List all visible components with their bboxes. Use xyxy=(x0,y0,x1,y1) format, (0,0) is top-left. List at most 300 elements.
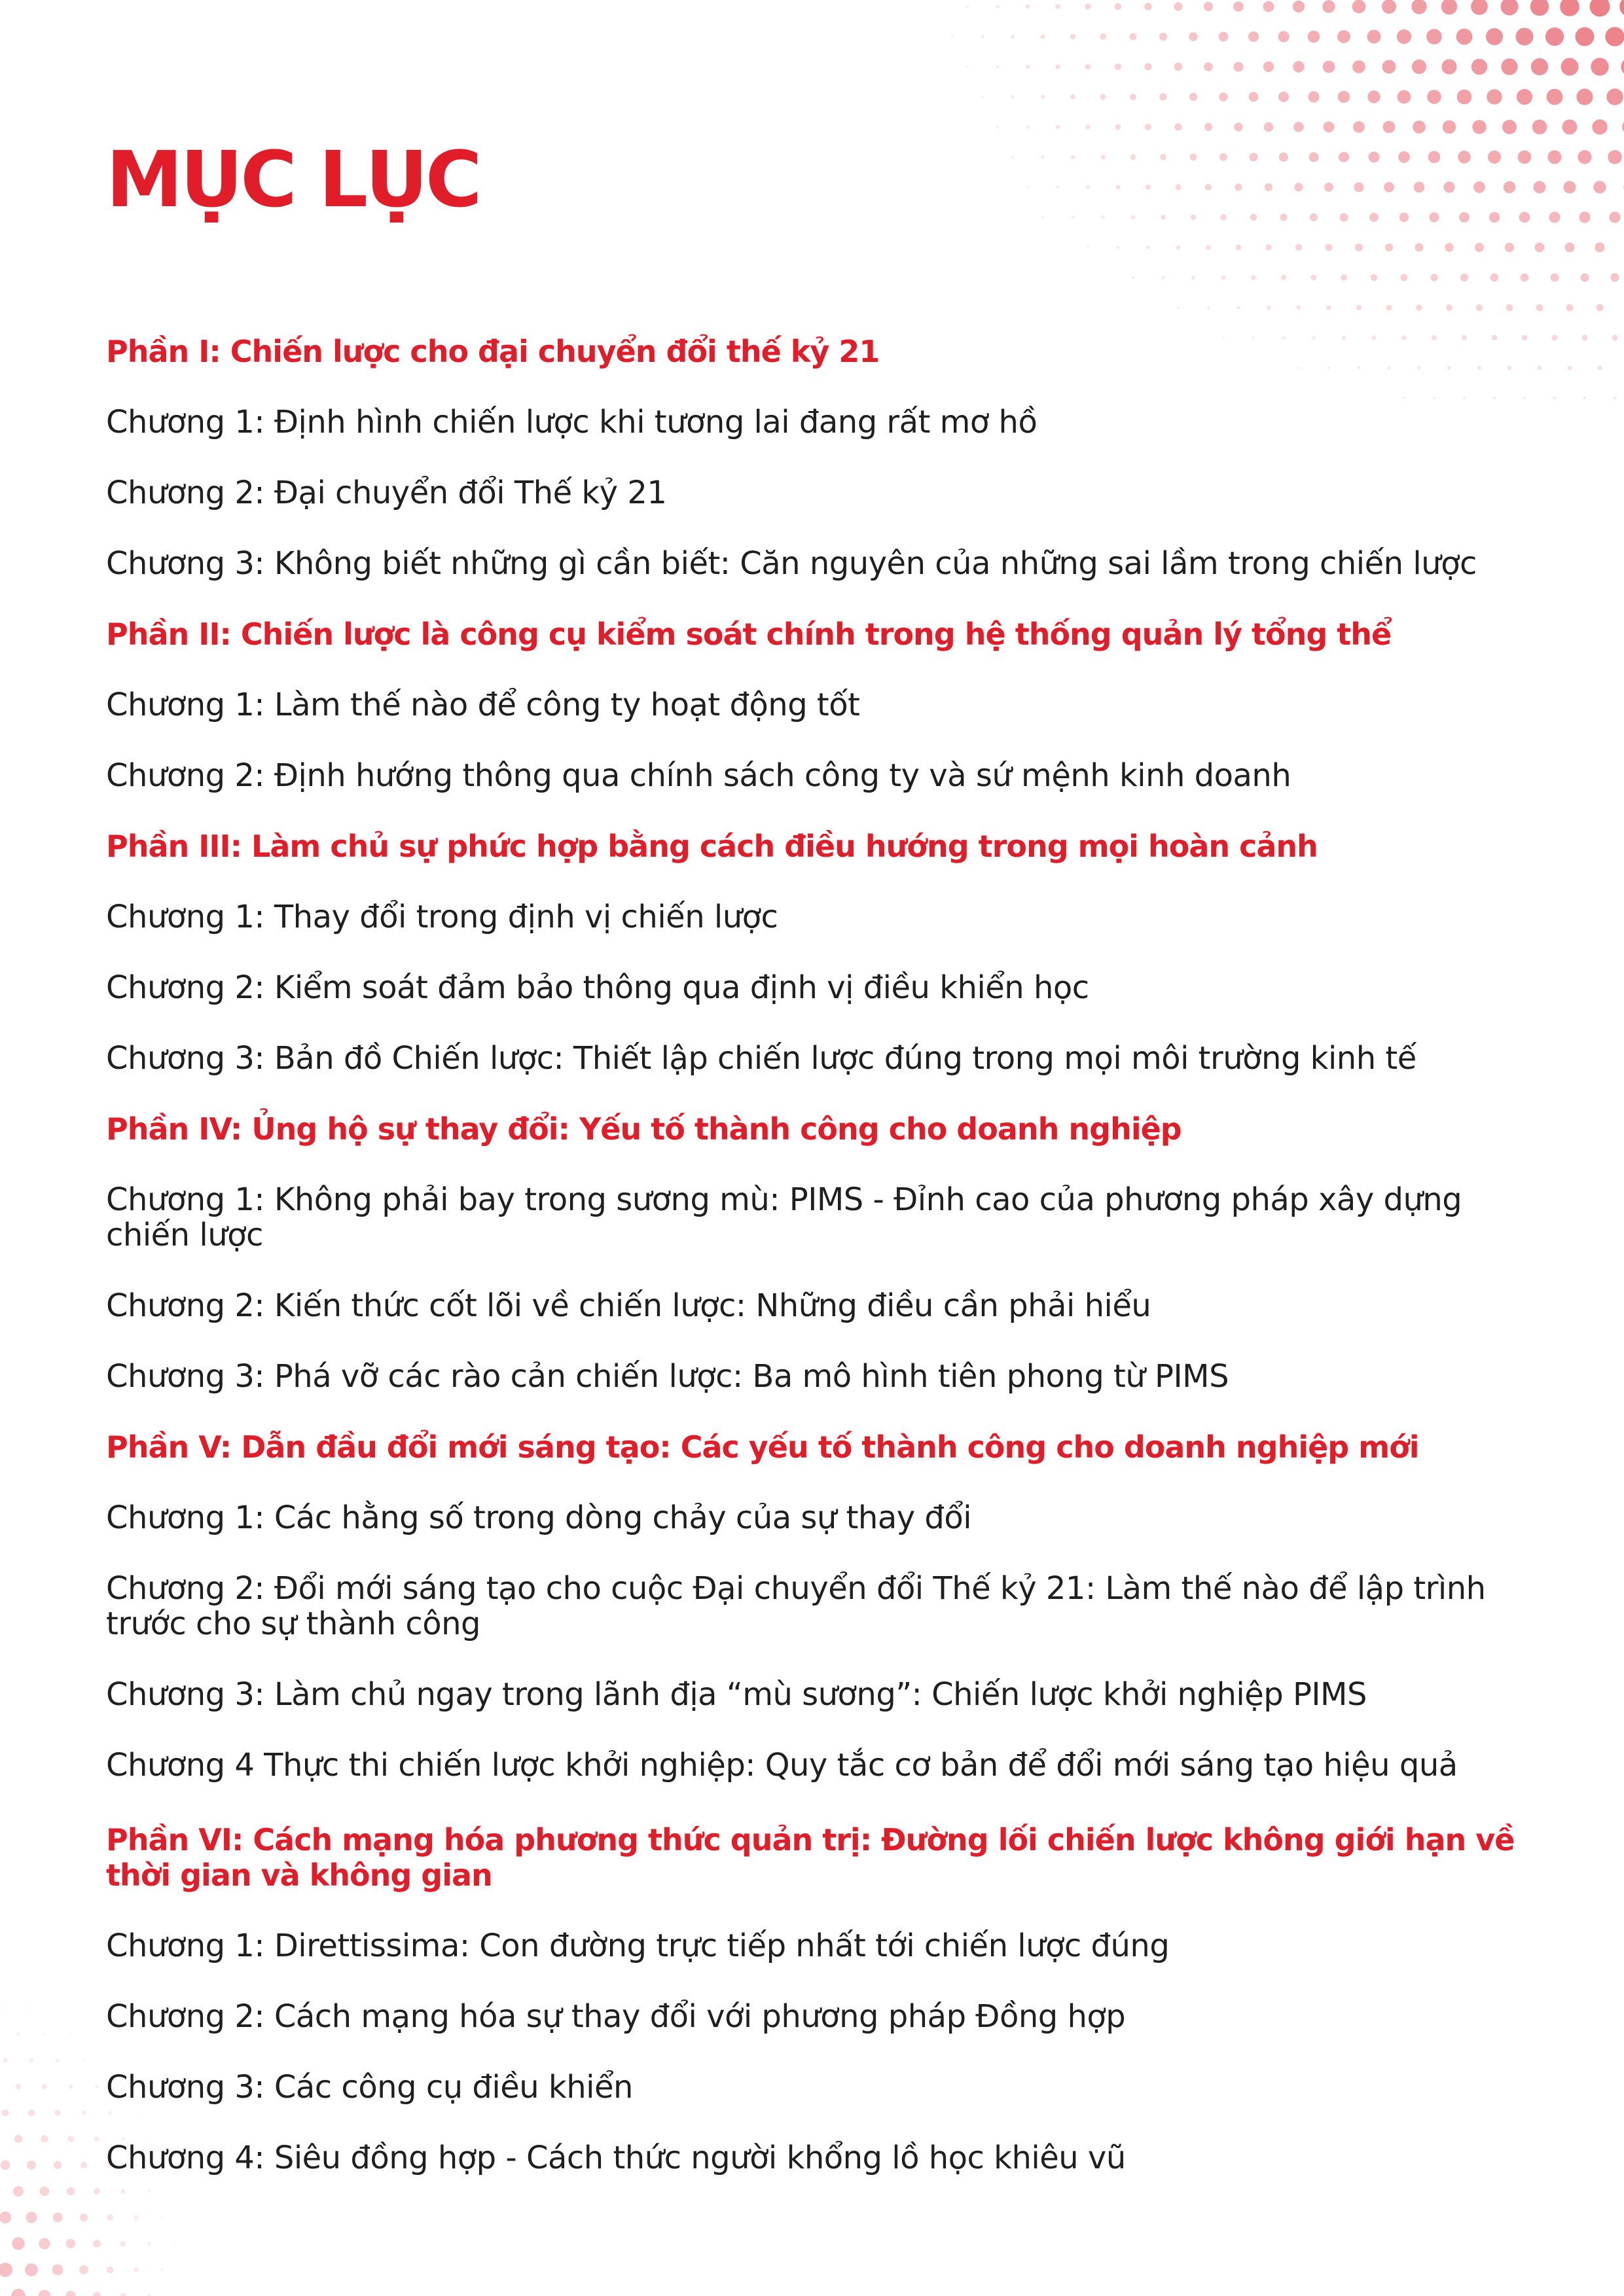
decorative-dot xyxy=(1278,92,1289,102)
decorative-dot xyxy=(148,2190,151,2193)
decorative-dot xyxy=(1293,122,1304,132)
decorative-dot xyxy=(1056,125,1060,129)
decorative-dot xyxy=(1610,273,1619,281)
decorative-dot xyxy=(1324,183,1333,192)
decorative-dot xyxy=(1516,28,1534,46)
decorative-dot xyxy=(1251,275,1255,279)
decorative-dot xyxy=(1398,90,1411,104)
decorative-dot xyxy=(1159,93,1166,100)
decorative-dot xyxy=(1175,184,1181,190)
decorative-dot xyxy=(1506,304,1513,312)
decorative-dot xyxy=(1353,121,1365,133)
decorative-dot xyxy=(951,35,953,37)
decorative-dot xyxy=(55,2110,61,2116)
decorative-dot xyxy=(1250,153,1258,162)
decorative-dot xyxy=(1576,27,1595,46)
decorative-dot xyxy=(1593,181,1606,193)
toc-entry-line: Chương 1: Định hình chiến lược khi tương lai đang rất mơ hồ xyxy=(106,404,1038,440)
decorative-dot xyxy=(67,2187,75,2196)
decorative-dot xyxy=(14,2135,22,2143)
decorative-dot xyxy=(1583,397,1587,400)
decorative-dot xyxy=(1189,93,1197,101)
decorative-dot xyxy=(1619,0,1624,17)
decorative-dot xyxy=(107,2214,113,2221)
toc-part-heading xyxy=(106,1822,1546,1893)
decorative-dot xyxy=(1493,397,1496,399)
decorative-dot xyxy=(1174,123,1182,130)
decorative-dot xyxy=(42,2084,47,2089)
toc-entry-line: Phần I: Chiến lược cho đại chuyển đổi thế kỷ 21 xyxy=(106,334,880,369)
decorative-dot xyxy=(996,126,999,128)
toc-chapter-item xyxy=(106,1041,1546,1076)
toc-chapter-item xyxy=(106,1359,1546,1394)
decorative-dot xyxy=(1295,244,1302,251)
toc-part-heading xyxy=(106,334,1546,369)
decorative-dot xyxy=(1162,276,1165,279)
decorative-dot xyxy=(1458,151,1470,163)
toc-entry-line: Phần II: Chiến lược là công cụ kiểm soát chính trong hệ thống quản lý tổng thể xyxy=(106,617,1392,652)
decorative-dot xyxy=(1235,183,1242,190)
decorative-dot xyxy=(1174,63,1182,71)
decorative-dot xyxy=(1578,150,1591,164)
decorative-dot xyxy=(1248,31,1259,42)
decorative-dot xyxy=(1323,61,1335,73)
decorative-dot xyxy=(1236,245,1241,250)
decorative-dot xyxy=(108,2111,111,2114)
decorative-dot xyxy=(1565,243,1575,253)
decorative-dot xyxy=(1117,246,1120,249)
toc-chapter-item xyxy=(106,1571,1546,1641)
decorative-dot xyxy=(120,2189,125,2193)
decorative-dot xyxy=(1071,155,1075,159)
toc-chapter-item xyxy=(106,404,1546,440)
decorative-dot xyxy=(1517,89,1532,105)
decorative-dot xyxy=(81,2162,87,2168)
decorative-dot xyxy=(39,2290,51,2296)
toc-entry-line: Chương 2: Đại chuyển đổi Thế kỷ 21 xyxy=(106,475,667,511)
decorative-dot xyxy=(1250,214,1257,221)
decorative-dot xyxy=(120,2241,126,2247)
toc-entry-line: Chương 4: Siêu đồng hợp - Cách thức người khổng lồ học khiêu vũ xyxy=(106,2140,1126,2176)
decorative-dot xyxy=(1085,3,1091,9)
decorative-dot xyxy=(1177,306,1180,309)
decorative-dot xyxy=(1621,58,1624,75)
decorative-dot xyxy=(1579,211,1590,223)
decorative-dot xyxy=(1219,153,1227,161)
decorative-dot xyxy=(1026,186,1029,188)
decorative-dot xyxy=(1488,151,1501,164)
decorative-dot xyxy=(1204,123,1212,131)
decorative-dot xyxy=(1534,181,1546,194)
decorative-dot xyxy=(94,2136,99,2142)
decorative-dot xyxy=(996,65,1000,69)
decorative-dot xyxy=(1311,275,1317,281)
decorative-dot xyxy=(1412,60,1426,74)
decorative-dot xyxy=(1160,154,1166,160)
toc-entry-line-continued: trước cho sự thành công xyxy=(106,1605,481,1642)
toc-entry-line: Chương 1: Làm thế nào để công ty hoạt động tốt xyxy=(106,687,860,723)
decorative-dot xyxy=(1041,216,1043,218)
decorative-dot xyxy=(1535,243,1545,253)
decorative-dot xyxy=(1326,244,1333,251)
decorative-dot xyxy=(1206,245,1211,250)
decorative-dot xyxy=(1490,274,1498,281)
decorative-dot xyxy=(1606,88,1623,105)
decorative-dot xyxy=(1614,397,1617,400)
decorative-dot xyxy=(1385,243,1393,251)
decorative-dot xyxy=(1338,91,1350,103)
toc-entry-line: Chương 3: Bản đồ Chiến lược: Thiết lập chiến lược đúng trong mọi môi trường kinh tế xyxy=(106,1040,1416,1077)
toc-entry-line: Chương 2: Kiểm soát đảm bảo thông qua định vị điều khiển học xyxy=(106,969,1089,1006)
decorative-dot xyxy=(1590,0,1610,16)
decorative-dot xyxy=(1501,0,1519,16)
decorative-dot xyxy=(0,2263,12,2277)
toc-chapter-item xyxy=(106,2070,1546,2105)
decorative-dot xyxy=(1161,215,1165,219)
decorative-dot xyxy=(1609,211,1620,223)
decorative-dot xyxy=(1234,62,1244,72)
decorative-dot xyxy=(1100,94,1106,100)
decorative-dot xyxy=(1371,274,1377,281)
toc-entry-line-continued: chiến lược xyxy=(106,1217,263,1253)
decorative-dot xyxy=(16,2084,22,2090)
decorative-dot xyxy=(147,2242,151,2246)
decorative-dot xyxy=(1130,33,1137,41)
toc-entry-line: Chương 3: Không biết những gì cần biết: Căn nguyên của những sai lầm trong chiến lược xyxy=(106,545,1477,582)
toc-entry-line: Chương 1: Direttissima: Con đường trực tiếp nhất tới chiến lược đúng xyxy=(106,1928,1170,1964)
decorative-dot xyxy=(1553,397,1557,400)
decorative-dot xyxy=(27,2161,36,2170)
decorative-dot xyxy=(161,2216,164,2219)
decorative-dot xyxy=(1263,1,1274,12)
decorative-dot xyxy=(1608,150,1621,164)
decorative-dot xyxy=(81,2110,86,2115)
decorative-dot xyxy=(1441,0,1458,14)
decorative-dot xyxy=(1433,397,1435,399)
decorative-dot xyxy=(1471,0,1488,15)
decorative-dot xyxy=(2,2109,9,2117)
decorative-dot xyxy=(1174,3,1183,11)
decorative-dot xyxy=(1115,63,1121,70)
decorative-dot xyxy=(1505,243,1514,252)
decorative-dot xyxy=(1070,34,1075,39)
decorative-dot xyxy=(1605,27,1624,46)
toc-entry-line: Chương 3: Các công cụ điều khiển xyxy=(106,2069,633,2106)
decorative-dot xyxy=(1411,0,1426,14)
decorative-dot xyxy=(1592,119,1607,134)
decorative-dot xyxy=(1115,3,1121,10)
decorative-dot xyxy=(1055,4,1060,9)
decorative-dot xyxy=(40,2187,50,2197)
decorative-dot xyxy=(31,2007,33,2009)
decorative-dot xyxy=(996,5,999,8)
decorative-dot xyxy=(1457,90,1472,105)
decorative-dot xyxy=(1131,215,1135,219)
decorative-dot xyxy=(1219,92,1228,101)
decorative-dot xyxy=(175,2243,177,2245)
toc-chapter-item xyxy=(106,1288,1546,1323)
decorative-dot xyxy=(1219,32,1229,42)
decorative-dot xyxy=(26,2212,37,2223)
decorative-dot xyxy=(1087,246,1089,249)
toc-chapter-item xyxy=(106,687,1546,723)
decorative-dot xyxy=(1249,92,1259,102)
decorative-dot xyxy=(1443,181,1454,192)
decorative-dot xyxy=(1561,58,1579,76)
toc-entry-line: Phần V: Dẫn đầu đổi mới sáng tạo: Các yếu tố thành công cho doanh nghiệp mới xyxy=(106,1429,1419,1465)
decorative-dot xyxy=(1205,184,1212,190)
toc-part-heading xyxy=(106,1111,1546,1147)
decorative-dot xyxy=(1145,124,1151,130)
decorative-dot xyxy=(1518,151,1532,164)
decorative-dot xyxy=(1324,122,1335,133)
decorative-dot xyxy=(1221,276,1226,280)
toc-chapter-item xyxy=(106,1748,1546,1783)
decorative-dot xyxy=(25,2263,38,2276)
toc-part-heading xyxy=(106,617,1546,652)
decorative-dot xyxy=(1041,95,1045,99)
decorative-dot xyxy=(134,2267,139,2272)
decorative-dot xyxy=(1476,304,1483,311)
toc-entry-line: Phần III: Làm chủ sự phức hợp bằng cách điều hướng trong mọi hoàn cảnh xyxy=(106,829,1318,864)
decorative-dot xyxy=(1502,120,1517,134)
decorative-dot xyxy=(1278,31,1289,42)
decorative-dot xyxy=(1085,124,1091,130)
decorative-dot xyxy=(1369,152,1380,163)
decorative-dot xyxy=(1279,152,1288,162)
decorative-dot xyxy=(12,2237,25,2250)
decorative-dot xyxy=(1441,59,1456,74)
decorative-dot xyxy=(1416,304,1422,310)
toc-entry-line: Chương 1: Thay đổi trong định vị chiến lược xyxy=(106,899,778,935)
decorative-dot xyxy=(1576,88,1593,105)
decorative-dot xyxy=(1191,215,1196,220)
decorative-dot xyxy=(1564,181,1576,194)
toc-chapter-item xyxy=(106,758,1546,793)
decorative-dot xyxy=(1026,125,1029,128)
decorative-dot xyxy=(1101,215,1104,219)
decorative-dot xyxy=(1547,89,1563,105)
toc-entry-line: Chương 1: Các hằng số trong dòng chảy của sự thay đổi xyxy=(106,1499,972,1536)
decorative-dot xyxy=(1427,90,1441,104)
decorative-dot xyxy=(1426,29,1442,45)
decorative-dot xyxy=(1355,243,1363,251)
toc-chapter-item xyxy=(106,899,1546,935)
decorative-dot xyxy=(1459,212,1470,223)
decorative-dot xyxy=(56,2058,60,2062)
decorative-dot xyxy=(1415,243,1424,252)
decorative-dot xyxy=(1552,335,1558,341)
decorative-dot xyxy=(1326,305,1331,310)
decorative-dot xyxy=(1598,366,1602,370)
decorative-dot xyxy=(1487,89,1502,104)
decorative-dot xyxy=(1413,120,1426,134)
decorative-dot xyxy=(1220,214,1226,220)
decorative-dot xyxy=(1341,274,1347,281)
decorative-dot xyxy=(1382,60,1396,74)
toc-chapter-item xyxy=(106,1677,1546,1712)
decorative-dot xyxy=(13,2186,24,2197)
decorative-dot xyxy=(93,2240,101,2248)
decorative-dot xyxy=(1100,33,1106,40)
decorative-dot xyxy=(1456,29,1473,45)
decorative-dot xyxy=(0,2212,11,2223)
decorative-dot xyxy=(67,2136,74,2142)
decorative-dot xyxy=(53,2213,63,2223)
decorative-dot xyxy=(1530,0,1549,16)
decorative-dot xyxy=(1340,213,1348,222)
decorative-dot xyxy=(1055,64,1060,69)
decorative-dot xyxy=(1443,120,1456,134)
decorative-dot xyxy=(28,2109,35,2116)
decorative-dot xyxy=(17,2033,20,2036)
decorative-dot xyxy=(1115,124,1121,130)
decorative-dot xyxy=(1399,213,1409,222)
decorative-dot xyxy=(1100,154,1105,159)
toc-chapter-item xyxy=(106,2140,1546,2176)
decorative-dot xyxy=(1146,245,1150,249)
decorative-dot xyxy=(1085,64,1091,70)
decorative-dot xyxy=(1026,65,1030,69)
decorative-dot xyxy=(1207,306,1210,310)
toc-entry-line: Chương 2: Cách mạng hóa sự thay đổi với phương pháp Đồng hợp xyxy=(106,1998,1126,2035)
decorative-dot xyxy=(1383,121,1396,134)
toc-part-heading xyxy=(106,829,1546,864)
toc-entry-line: Chương 3: Làm chủ ngay trong lãnh địa “mù sương”: Chiến lược khởi nghiệp PIMS xyxy=(106,1676,1367,1713)
decorative-dot xyxy=(1265,244,1271,250)
decorative-dot xyxy=(1234,122,1242,131)
decorative-dot xyxy=(1130,154,1136,160)
decorative-dot xyxy=(1384,182,1394,192)
decorative-dot xyxy=(1204,2,1213,11)
decorative-dot xyxy=(1176,245,1181,250)
decorative-dot xyxy=(1429,212,1439,222)
toc-entry-line-continued: thời gian và không gian xyxy=(106,1857,492,1893)
toc-entry-line: Chương 4 Thực thi chiến lược khởi nghiệp: Quy tắc cơ bản để đổi mới sáng tạo hiệu quả xyxy=(106,1747,1458,1784)
decorative-dot xyxy=(1189,32,1197,41)
decorative-dot xyxy=(1265,183,1272,191)
decorative-dot xyxy=(1401,274,1408,281)
decorative-dot xyxy=(1414,182,1425,193)
decorative-dot xyxy=(65,2291,76,2296)
decorative-dot xyxy=(1531,58,1548,75)
decorative-dot xyxy=(1,2161,10,2170)
decorative-dot xyxy=(1281,275,1286,280)
decorative-dot xyxy=(66,2239,76,2249)
decorative-dot xyxy=(1130,94,1136,100)
decorative-dot xyxy=(1367,30,1381,44)
decorative-dot xyxy=(1041,156,1045,159)
decorative-dot xyxy=(1382,0,1396,14)
decorative-dot xyxy=(134,2215,139,2220)
decorative-dot xyxy=(120,2293,126,2296)
decorative-dot xyxy=(96,2085,99,2089)
toc-chapter-item xyxy=(106,475,1546,511)
decorative-dot xyxy=(1591,58,1608,75)
decorative-dot xyxy=(1536,304,1543,312)
decorative-dot xyxy=(1403,397,1405,399)
decorative-dot xyxy=(1473,181,1485,193)
decorative-dot xyxy=(1280,213,1287,221)
decorative-dot xyxy=(161,2269,164,2271)
decorative-dot xyxy=(1011,95,1014,98)
toc-chapter-item xyxy=(106,1182,1546,1253)
decorative-dot xyxy=(1352,60,1365,73)
decorative-dot xyxy=(1369,213,1379,222)
decorative-dot xyxy=(1263,62,1274,72)
decorative-dot xyxy=(1308,31,1320,43)
decorative-dot xyxy=(79,2265,88,2274)
decorative-dot xyxy=(1354,183,1364,192)
decorative-dot xyxy=(1294,183,1303,191)
decorative-dot xyxy=(1144,3,1152,10)
decorative-dot xyxy=(1397,29,1411,44)
decorative-dot xyxy=(1339,152,1349,162)
decorative-dot xyxy=(1190,154,1197,161)
decorative-dot xyxy=(1612,335,1618,341)
decorative-dot xyxy=(69,2085,73,2089)
decorative-dot xyxy=(1310,213,1318,221)
decorative-dot xyxy=(1532,120,1547,135)
decorative-dot xyxy=(1430,274,1437,281)
toc-entry-line: Phần IV: Ủng hộ sự thay đổi: Yếu tố thành công cho doanh nghiệp xyxy=(106,1111,1182,1147)
decorative-dot xyxy=(1581,274,1589,282)
decorative-dot xyxy=(93,2292,101,2296)
decorative-dot xyxy=(1582,335,1588,341)
decorative-dot xyxy=(1293,61,1304,72)
decorative-dot xyxy=(1159,33,1167,41)
decorative-dot xyxy=(135,2112,137,2114)
decorative-dot xyxy=(1548,151,1562,164)
decorative-dot xyxy=(1475,243,1484,252)
decorative-dot xyxy=(1072,216,1074,219)
toc-chapter-item xyxy=(106,1500,1546,1535)
decorative-dot xyxy=(80,2214,88,2221)
decorative-dot xyxy=(1549,212,1561,223)
decorative-dot xyxy=(94,2188,100,2195)
toc-entry-line: Chương 2: Kiến thức cốt lõi về chiến lược: Những điều cần phải hiểu xyxy=(106,1287,1151,1324)
decorative-dot xyxy=(1568,366,1572,370)
decorative-dot xyxy=(1367,90,1380,103)
toc-entry-line: Chương 2: Định hướng thông qua chính sách công ty và sứ mệnh kinh doanh xyxy=(106,757,1291,794)
decorative-dot xyxy=(966,5,969,8)
decorative-dot xyxy=(1191,276,1195,279)
decorative-dot xyxy=(39,2238,50,2249)
decorative-dot xyxy=(1297,306,1301,310)
decorative-dot xyxy=(107,2267,114,2274)
decorative-dot xyxy=(1595,242,1604,252)
decorative-dot xyxy=(966,65,969,68)
decorative-dot xyxy=(69,2033,71,2035)
page-title: MỤC LỤC xyxy=(106,134,480,224)
decorative-dot xyxy=(1398,151,1410,163)
decorative-dot xyxy=(1293,1,1305,12)
decorative-dot xyxy=(1026,5,1030,9)
decorative-dot xyxy=(1041,35,1045,39)
decorative-dot xyxy=(11,2289,26,2296)
decorative-dot xyxy=(1352,0,1366,13)
decorative-dot xyxy=(1070,94,1075,99)
decorative-dot xyxy=(1204,62,1213,71)
decorative-dot xyxy=(1264,122,1274,132)
decorative-dot xyxy=(981,96,984,98)
decorative-dot xyxy=(1267,306,1271,310)
decorative-dot xyxy=(5,2007,7,2009)
toc-entry-line: Chương 1: Không phải bay trong sương mù: PIMS - Đỉnh cao của phương pháp xây dựng xyxy=(106,1181,1462,1218)
decorative-dot xyxy=(1566,304,1574,312)
decorative-dot xyxy=(1056,186,1060,189)
decorative-dot xyxy=(981,35,984,39)
